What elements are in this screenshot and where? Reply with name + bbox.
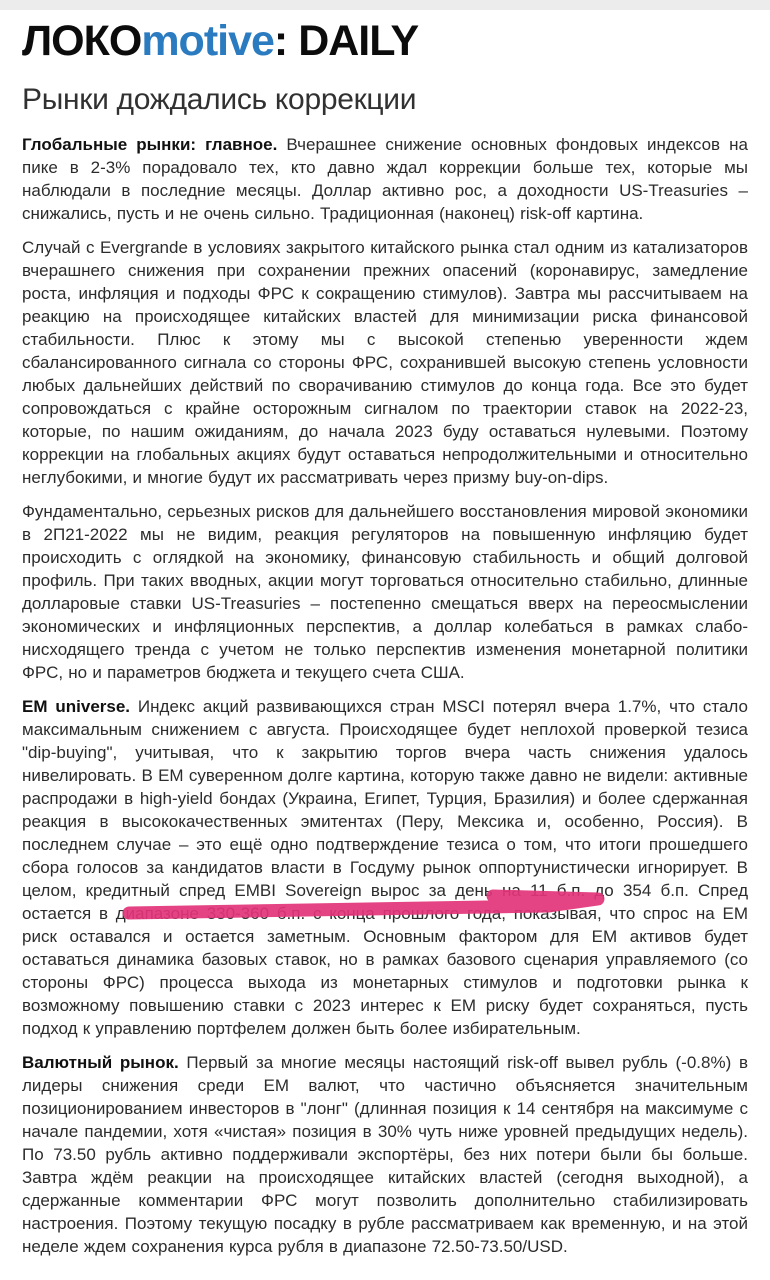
paragraph-text: Вчерашнее снижение основных фондовых индексов на пике в 2-3% порадовало тех, кто давно ждал коррекции больше тех, которые мы наблюдали в последние месяцы. Доллар активно рос, а доходности US-Treasuries – снижались, пусть и не очень сильно. Традиционная (наконец) risk-off картина. — [22, 135, 748, 224]
brand-loko: ЛОКО — [22, 17, 142, 65]
paragraph-em-universe — [22, 695, 748, 1040]
paragraph-text: Индекс акций развивающихся стран MSCI потерял вчера 1.7%, что стало максимальным снижением с августа. Происходящее будет неплохой проверкой тезиса "dip-buying", учитывая, что к закрытию торгов вчера часть снижения удалось нивелировать. В ЕМ суверенном долге картина, которую также давно не видели: активные распродажи в high-yield бондах (Украина, Египет, Турция, Бразилия) и более сдержанная реакция в высококачественных эмитентах (Перу, Мексика и, особенно, Россия). В последнем случае – это ещё одно подтверждение тезиса о том, что итоги прошедшего сбора голосов за кандидатов власти в Госдуму рынок оппортунистически игнорирует. В целом, кредитный спред EMBI Sovereign вырос за день на 11 б.п. до 354 б.п. Спред остается в диапазоне 330-360 б.п. с конца прошлого года, показывая, что спрос на ЕМ риск оставался и остается заметным. Основным фактором для ЕМ активов будет оставаться динамика базовых ставок, но в рамках базового сценария управляемого (со стороны ФРС) процесса выхода из монетарных стимулов и подготовки рынка к возможному повышению ставки с 2023 интерес к ЕМ риску будет сохраняться, пусть подход к управлению портфелем должен быть более избирательным. — [22, 697, 749, 1039]
newsletter-title — [22, 18, 748, 64]
paragraph-evergrande — [22, 236, 748, 489]
article-body — [22, 133, 748, 1258]
paragraph-lead: EM universe. — [22, 697, 131, 717]
paragraph-text: Первый за многие месяцы настоящий risk-off вывел рубль (-0.8%) в лидеры снижения среди ЕМ валют, что частично объясняется значительным позиционированием инвесторов в "лонг" (длинная позиция к 14 сентября на максимуме с начале пандемии, хотя «чистая» позиция в 30% чуть ниже уровней предыдущих недель). По 73.50 рубль активно поддерживали экспортёры, без них потери были бы больше. Завтра ждём реакции на происходящее китайских властей (сегодня выходной), а сдержанные комментарии ФРС могут позволить дополнительно стабилизировать настроения. Поэтому текущую посадку в рубле рассматриваем как временную, и на этой неделе ждем сохранения курса рубля в диапазоне 72.50-73.50/USD. — [22, 1053, 748, 1257]
brand-motive: motive — [141, 17, 274, 65]
paragraph-lead: Глобальные рынки: главное. — [22, 135, 278, 155]
paragraph-global-markets — [22, 133, 748, 225]
headline: Рынки дождались коррекции — [22, 83, 417, 117]
brand-daily: : DAILY — [273, 17, 419, 65]
paragraph-text: Фундаментально, серьезных рисков для дальнейшего восстановления мировой экономики в 2П21-2022 мы не видим, реакция регуляторов на повышенную инфляцию будет происходить с оглядкой на экономику, финансовую стабильность и общий долговой профиль. При таких вводных, акции могут торговаться относительно стабильно, длинные долларовые ставки US-Treasuries – постепенно смещаться вверх на переосмыслении экономических и инфляционных перспектив, а доллар колебаться в рамках слабо-нисходящего тренда с учетом не только перспектив изменения монетарной политики ФРС, но и параметров бюджета и текущего счета США. — [22, 502, 748, 683]
paragraph-fx-market — [22, 1051, 748, 1258]
paragraph-text: Случай с Evergrande в условиях закрытого китайского рынка стал одним из катализаторов вчерашнего снижения при сохранении прежних опасений (коронавирус, замедление роста, инфляция и подходы ФРС к сокращению стимулов). Завтра мы рассчитываем на реакцию на происходящее китайских властей для минимизации риска финансовой стабильности. Плюс к этому мы с высокой степенью уверенности ждем сбалансированного сигнала со стороны ФРС, сохранившей высокую степень условности любых дальнейших действий по сворачиванию стимулов до конца года. Все это будет сопровождаться с крайне осторожным сигналом по траектории ставок на 2022-23, которые, по нашим ожиданиям, до начала 2023 буду оставаться нулевыми. Поэтому коррекции на глобальных акциях будут оставаться непродолжительными и относительно неглубокими, и многие будут их рассматривать через призму buy-on-dips. — [22, 238, 748, 488]
paragraph-fundamental — [22, 500, 748, 684]
paragraph-lead: Валютный рынок. — [22, 1053, 179, 1073]
